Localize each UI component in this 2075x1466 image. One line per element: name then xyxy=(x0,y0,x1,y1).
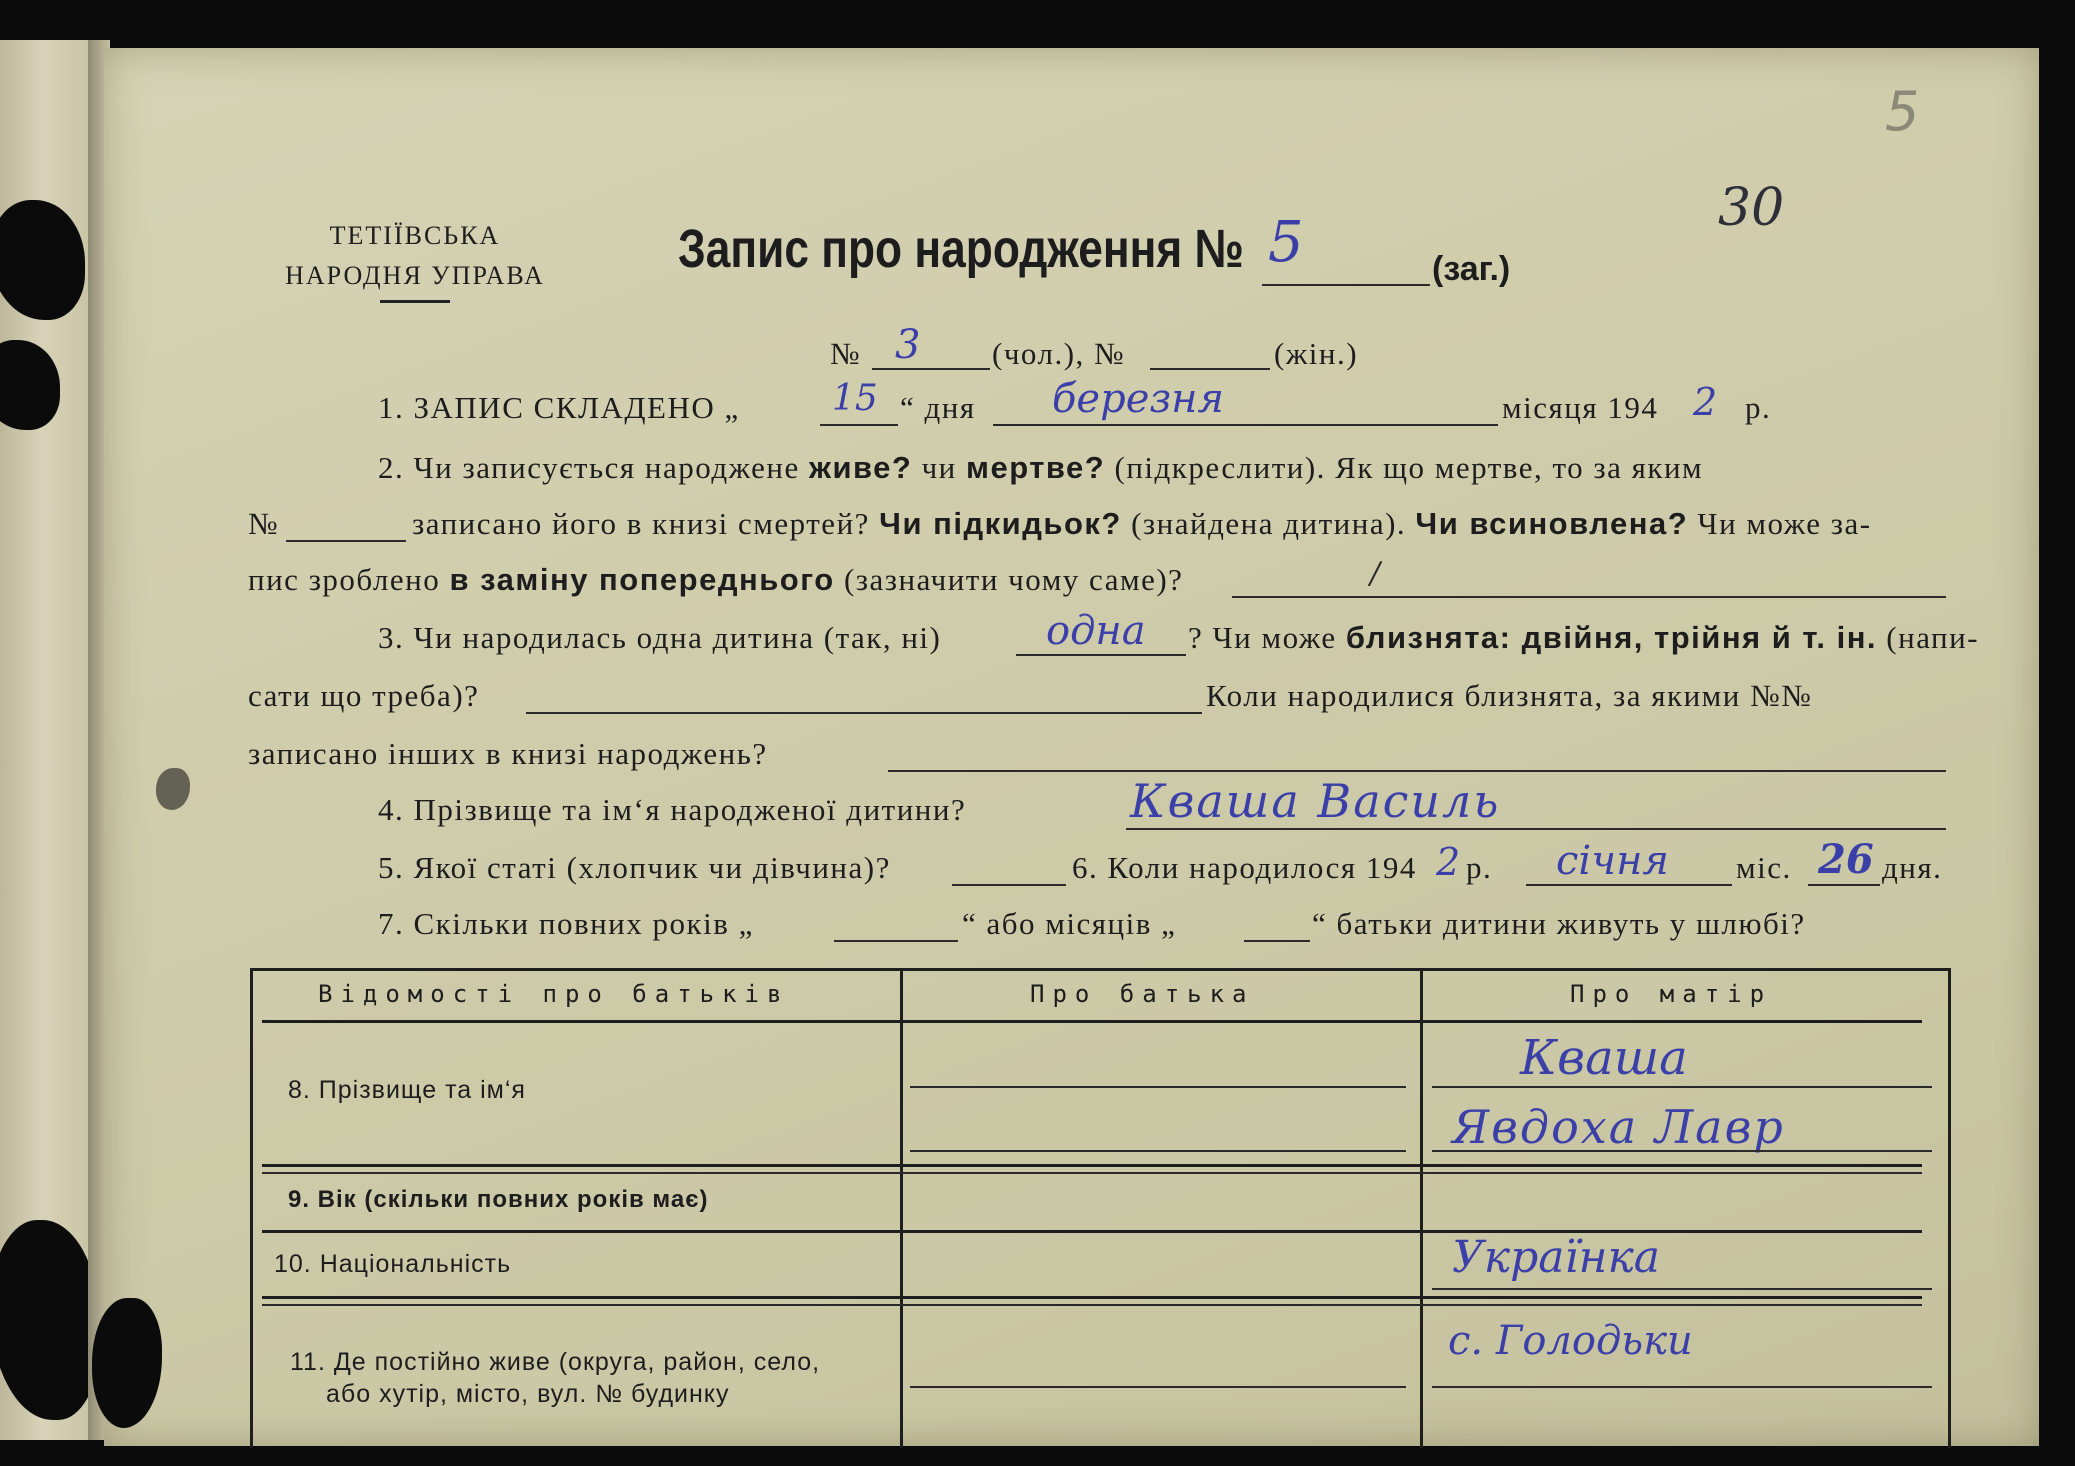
death-book-number-label: № xyxy=(248,506,280,541)
title-suffix: (заг.) xyxy=(1432,250,1511,288)
day-label: “ дня xyxy=(900,390,976,425)
table-header-parents: Відомості про батьків xyxy=(318,980,790,1008)
male-record-number: 3 xyxy=(895,322,921,368)
text: (зазначити чому саме)? xyxy=(843,562,1184,597)
record-number-mark: 30 xyxy=(1718,178,1785,238)
text: мертве? xyxy=(966,450,1106,485)
field-2-text-cont xyxy=(412,506,1872,542)
row-label-age: 9. Вік (скільки повних років має) xyxy=(288,1186,709,1213)
record-year-digit: 2 xyxy=(1693,380,1718,424)
field-5-label: 5. Якої статі (хлопчик чи дівчина)? xyxy=(378,850,891,885)
text: ? Чи може xyxy=(1188,620,1337,655)
twins-question: Коли народилися близнята, за якими №№ xyxy=(1206,678,1813,713)
table-header-father: Про батька xyxy=(1030,980,1255,1008)
text: близнята: двійня, трійня й т. ін. xyxy=(1345,620,1878,655)
mother-residence: с. Голодьки xyxy=(1448,1318,1693,1364)
year-suffix: р. xyxy=(1466,850,1493,885)
corner-mark: 5 xyxy=(1885,80,1920,143)
male-number-label: № xyxy=(830,336,862,371)
record-day: 15 xyxy=(832,378,878,419)
field-3-cont: сати що треба)? xyxy=(248,678,480,713)
office-line-2: НАРОДНЯ УПРАВА xyxy=(285,261,545,290)
text: (підкреслити). Як що мертве, то за яким xyxy=(1114,450,1704,485)
record-month: березня xyxy=(1052,376,1225,422)
mother-nationality: Українка xyxy=(1452,1232,1661,1283)
birth-year-digit: 2 xyxy=(1436,840,1461,884)
mother-given-name: Явдоха Лавр xyxy=(1452,1100,1785,1154)
child-name: Кваша Василь xyxy=(1130,774,1501,828)
twins-question-cont: записано інших в книзі народжень? xyxy=(248,736,768,771)
field-4-label: 4. Прізвище та ім‘я народженої дитини? xyxy=(378,792,967,827)
residence-label-line-2: або хутір, місто, вул. № будинку xyxy=(326,1380,730,1408)
field-3-twins xyxy=(1188,620,1979,656)
text: (напи- xyxy=(1886,620,1980,655)
text: в заміну попереднього xyxy=(449,562,835,597)
title-text: Запис про народження № xyxy=(678,219,1244,279)
field-1-label: 1. ЗАПИС СКЛАДЕНО „ xyxy=(378,390,740,425)
row-label-residence xyxy=(290,1346,820,1410)
issuing-office xyxy=(245,216,585,303)
field-2-text-end xyxy=(248,562,1183,598)
text: 2. Чи записується народжене xyxy=(378,450,800,485)
year-suffix: р. xyxy=(1745,390,1772,425)
total-record-number: 5 xyxy=(1268,210,1304,275)
marriage-question: “ батьки дитини живуть у шлюбі? xyxy=(1312,906,1806,941)
field-3-label: 3. Чи народилась одна дитина (так, ні) xyxy=(378,620,942,655)
office-line-1: ТЕТІЇВСЬКА xyxy=(329,221,501,250)
text: пис зроблено xyxy=(248,562,441,597)
text: живе? xyxy=(808,450,913,485)
office-underline xyxy=(380,300,450,303)
row-label-name: 8. Прізвище та ім‘я xyxy=(288,1076,526,1104)
field-7-label: 7. Скільки повних років „ xyxy=(378,906,754,941)
text: Чи підкидьок? xyxy=(879,506,1122,541)
table-header-mother: Про матір xyxy=(1570,980,1773,1008)
birth-month: січня xyxy=(1556,838,1669,884)
field-6-label: 6. Коли народилося 194 xyxy=(1072,850,1417,885)
residence-label-line-1: 11. Де постійно живе (округа, район, село, xyxy=(290,1348,821,1376)
months-label: “ або місяців „ xyxy=(962,906,1177,941)
day-label: дня. xyxy=(1882,850,1943,885)
female-suffix: (жін.) xyxy=(1274,336,1359,371)
text: Чи може за- xyxy=(1697,506,1872,541)
text: записано його в книзі смертей? xyxy=(412,506,870,541)
field-2-text xyxy=(378,450,1703,486)
dash-mark: / xyxy=(1370,556,1381,591)
text: Чи всиновлена? xyxy=(1415,506,1689,541)
birth-day: 26 xyxy=(1818,836,1874,883)
form-title xyxy=(678,218,1244,280)
row-label-nationality: 10. Національність xyxy=(274,1250,512,1278)
female-number-label: (чол.), № xyxy=(992,336,1126,371)
month-label: міс. xyxy=(1736,850,1792,885)
text: (знайдена дитина). xyxy=(1131,506,1407,541)
text: чи xyxy=(921,450,957,485)
single-child-value: одна xyxy=(1046,608,1146,654)
mother-surname: Кваша xyxy=(1520,1030,1688,1086)
month-label: місяця 194 xyxy=(1502,390,1659,425)
